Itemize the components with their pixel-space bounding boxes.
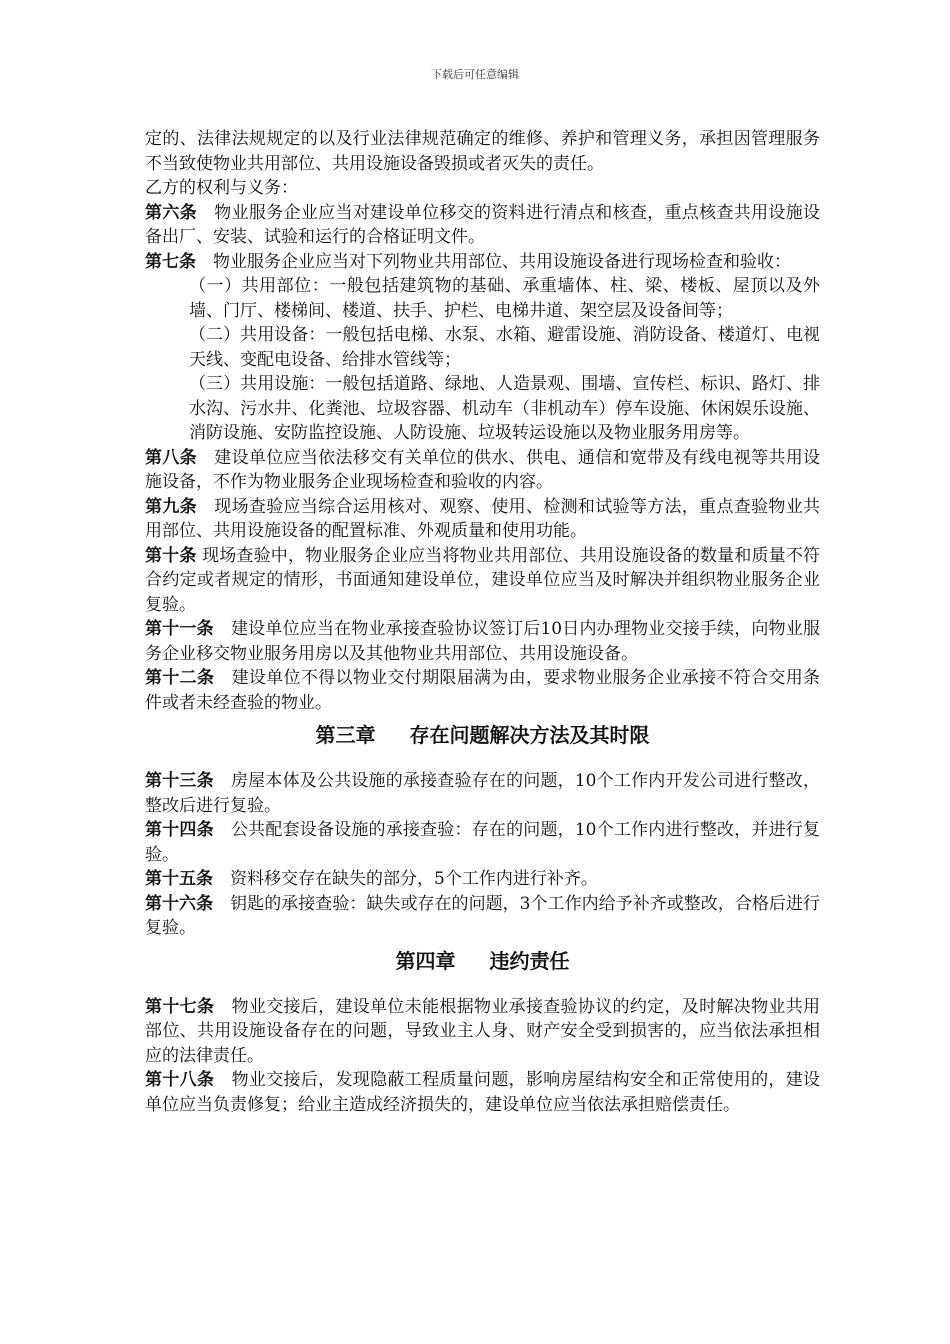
article-11: [145, 617, 820, 666]
article-label: 第九条: [145, 496, 197, 517]
article-text: 物业交接后，发现隐蔽工程质量问题，影响房屋结构安全和正常使用的，建设单位应当负责修复；给业主造成经济损失的，建设单位应当依法承担赔偿责任。: [145, 1070, 821, 1115]
article-10: [145, 544, 820, 618]
article-18: [145, 1068, 820, 1117]
list-item: （二）共用设备：一般包括电梯、水泵、水箱、避雷设施、消防设备、楼道灯、电视天线、变配电设备、给排水管线等；: [189, 325, 820, 370]
article-label: 第十五条: [145, 869, 213, 889]
article-text: 钥匙的承接查验：缺失或存在的问题，3个工作内给予补齐或整改，合格后进行复验。: [145, 893, 820, 938]
article-label: 第八条: [145, 447, 197, 468]
chapter-number: 第四章: [395, 948, 456, 973]
article-label: 第十七条: [145, 996, 215, 1017]
article-label: 第六条: [145, 202, 197, 223]
article-16: [145, 892, 820, 941]
article-15: [145, 867, 820, 892]
list-item: （一）共用部位：一般包括建筑物的基础、承重墙体、柱、梁、楼板、屋顶以及外墙、门厅、楼梯间、楼道、扶手、护栏、电梯井道、架空层及设备间等；: [189, 276, 820, 321]
article-text: 建设单位不得以物业交付期限届满为由，要求物业服务企业承接不符合交用条件或者未经查验的物业。: [145, 668, 821, 713]
article-text: 现场查验中，物业服务企业应当将物业共用部位、共用设施设备的数量和质量不符合约定或者规定的情形，书面通知建设单位，建设单位应当及时解决并组织物业服务企业复验。: [145, 545, 821, 615]
article-label: 第十三条: [145, 771, 214, 791]
paragraph: 定的、法律法规规定的以及行业法律规范确定的维修、养护和管理义务，承担因管理服务不当致使物业共用部位、共用设施设备毁损或者灭失的责任。: [145, 129, 820, 174]
article-12: [145, 666, 820, 715]
article-label: 第十条: [145, 545, 197, 566]
paragraph: 乙方的权利与义务：: [145, 178, 298, 198]
article-text: 物业交接后，建设单位未能根据物业承接查验协议的约定，及时解决物业共用部位、共用设施设备存在的问题，导致业主人身、财产安全受到损害的，应当依法承担相应的法律责任。: [145, 996, 821, 1066]
article-label: 第十一条: [145, 619, 214, 639]
document-body: [145, 127, 820, 1117]
list-item: （三）共用设施：一般包括道路、绿地、人造景观、围墙、宣传栏、标识、路灯、排水沟、污水井、化粪池、垃圾容器、机动车（非机动车）停车设施、休闲娱乐设施、消防设施、安防监控设施、人防设施、垃圾转运设施以及物业服务用房等。: [189, 374, 820, 443]
article-17: [145, 995, 820, 1069]
page-header: 下载后可任意编辑: [431, 68, 519, 81]
article-text: 建设单位应当依法移交有关单位的供水、供电、通信和宽带及有线电视等共用设施设备，不作为物业服务企业现场检查和验收的内容。: [145, 447, 821, 492]
chapter-title: 存在问题解决方法及其时限: [409, 723, 650, 747]
article-9: [145, 495, 820, 544]
article-13: [145, 769, 820, 818]
article-text: 现场查验应当综合运用核对、观察、使用、检测和试验等方法，重点查验物业共用部位、共用设施设备的配置标准、外观质量和使用功能。: [145, 496, 821, 541]
article-text: 物业服务企业应当对下列物业共用部位、共用设施设备进行现场检查和验收：: [213, 251, 791, 272]
article-7: [145, 250, 820, 275]
chapter-title: 违约责任: [489, 948, 570, 973]
article-14: [145, 818, 820, 867]
chapter-heading: [145, 719, 820, 751]
chapter-number: 第三章: [315, 723, 376, 747]
article-8: [145, 446, 820, 495]
article-text: 房屋本体及公共设施的承接查验存在的问题，10个工作内开发公司进行整改，整改后进行复验。: [145, 771, 821, 816]
article-label: 第十六条: [145, 893, 214, 914]
article-label: 第十二条: [145, 668, 215, 688]
article-text: 资料移交存在缺失的部分，5个工作内进行补齐。: [230, 869, 598, 889]
article-label: 第七条: [145, 251, 196, 272]
article-text: 公共配套设备设施的承接查验：存在的问题，10个工作内进行整改，并进行复验。: [145, 820, 821, 865]
article-label: 第十四条: [145, 820, 214, 840]
chapter-heading: [145, 945, 820, 977]
article-text: 物业服务企业应当对建设单位移交的资料进行清点和核查，重点核查共用设施设备出厂、安装、试验和运行的合格证明文件。: [145, 202, 821, 247]
article-6: [145, 201, 820, 250]
article-label: 第十八条: [145, 1070, 215, 1090]
article-text: 建设单位应当在物业承接查验协议签订后10日内办理物业交接手续，向物业服务企业移交物业服务用房以及其他物业共用部位、共用设施设备。: [145, 619, 821, 664]
